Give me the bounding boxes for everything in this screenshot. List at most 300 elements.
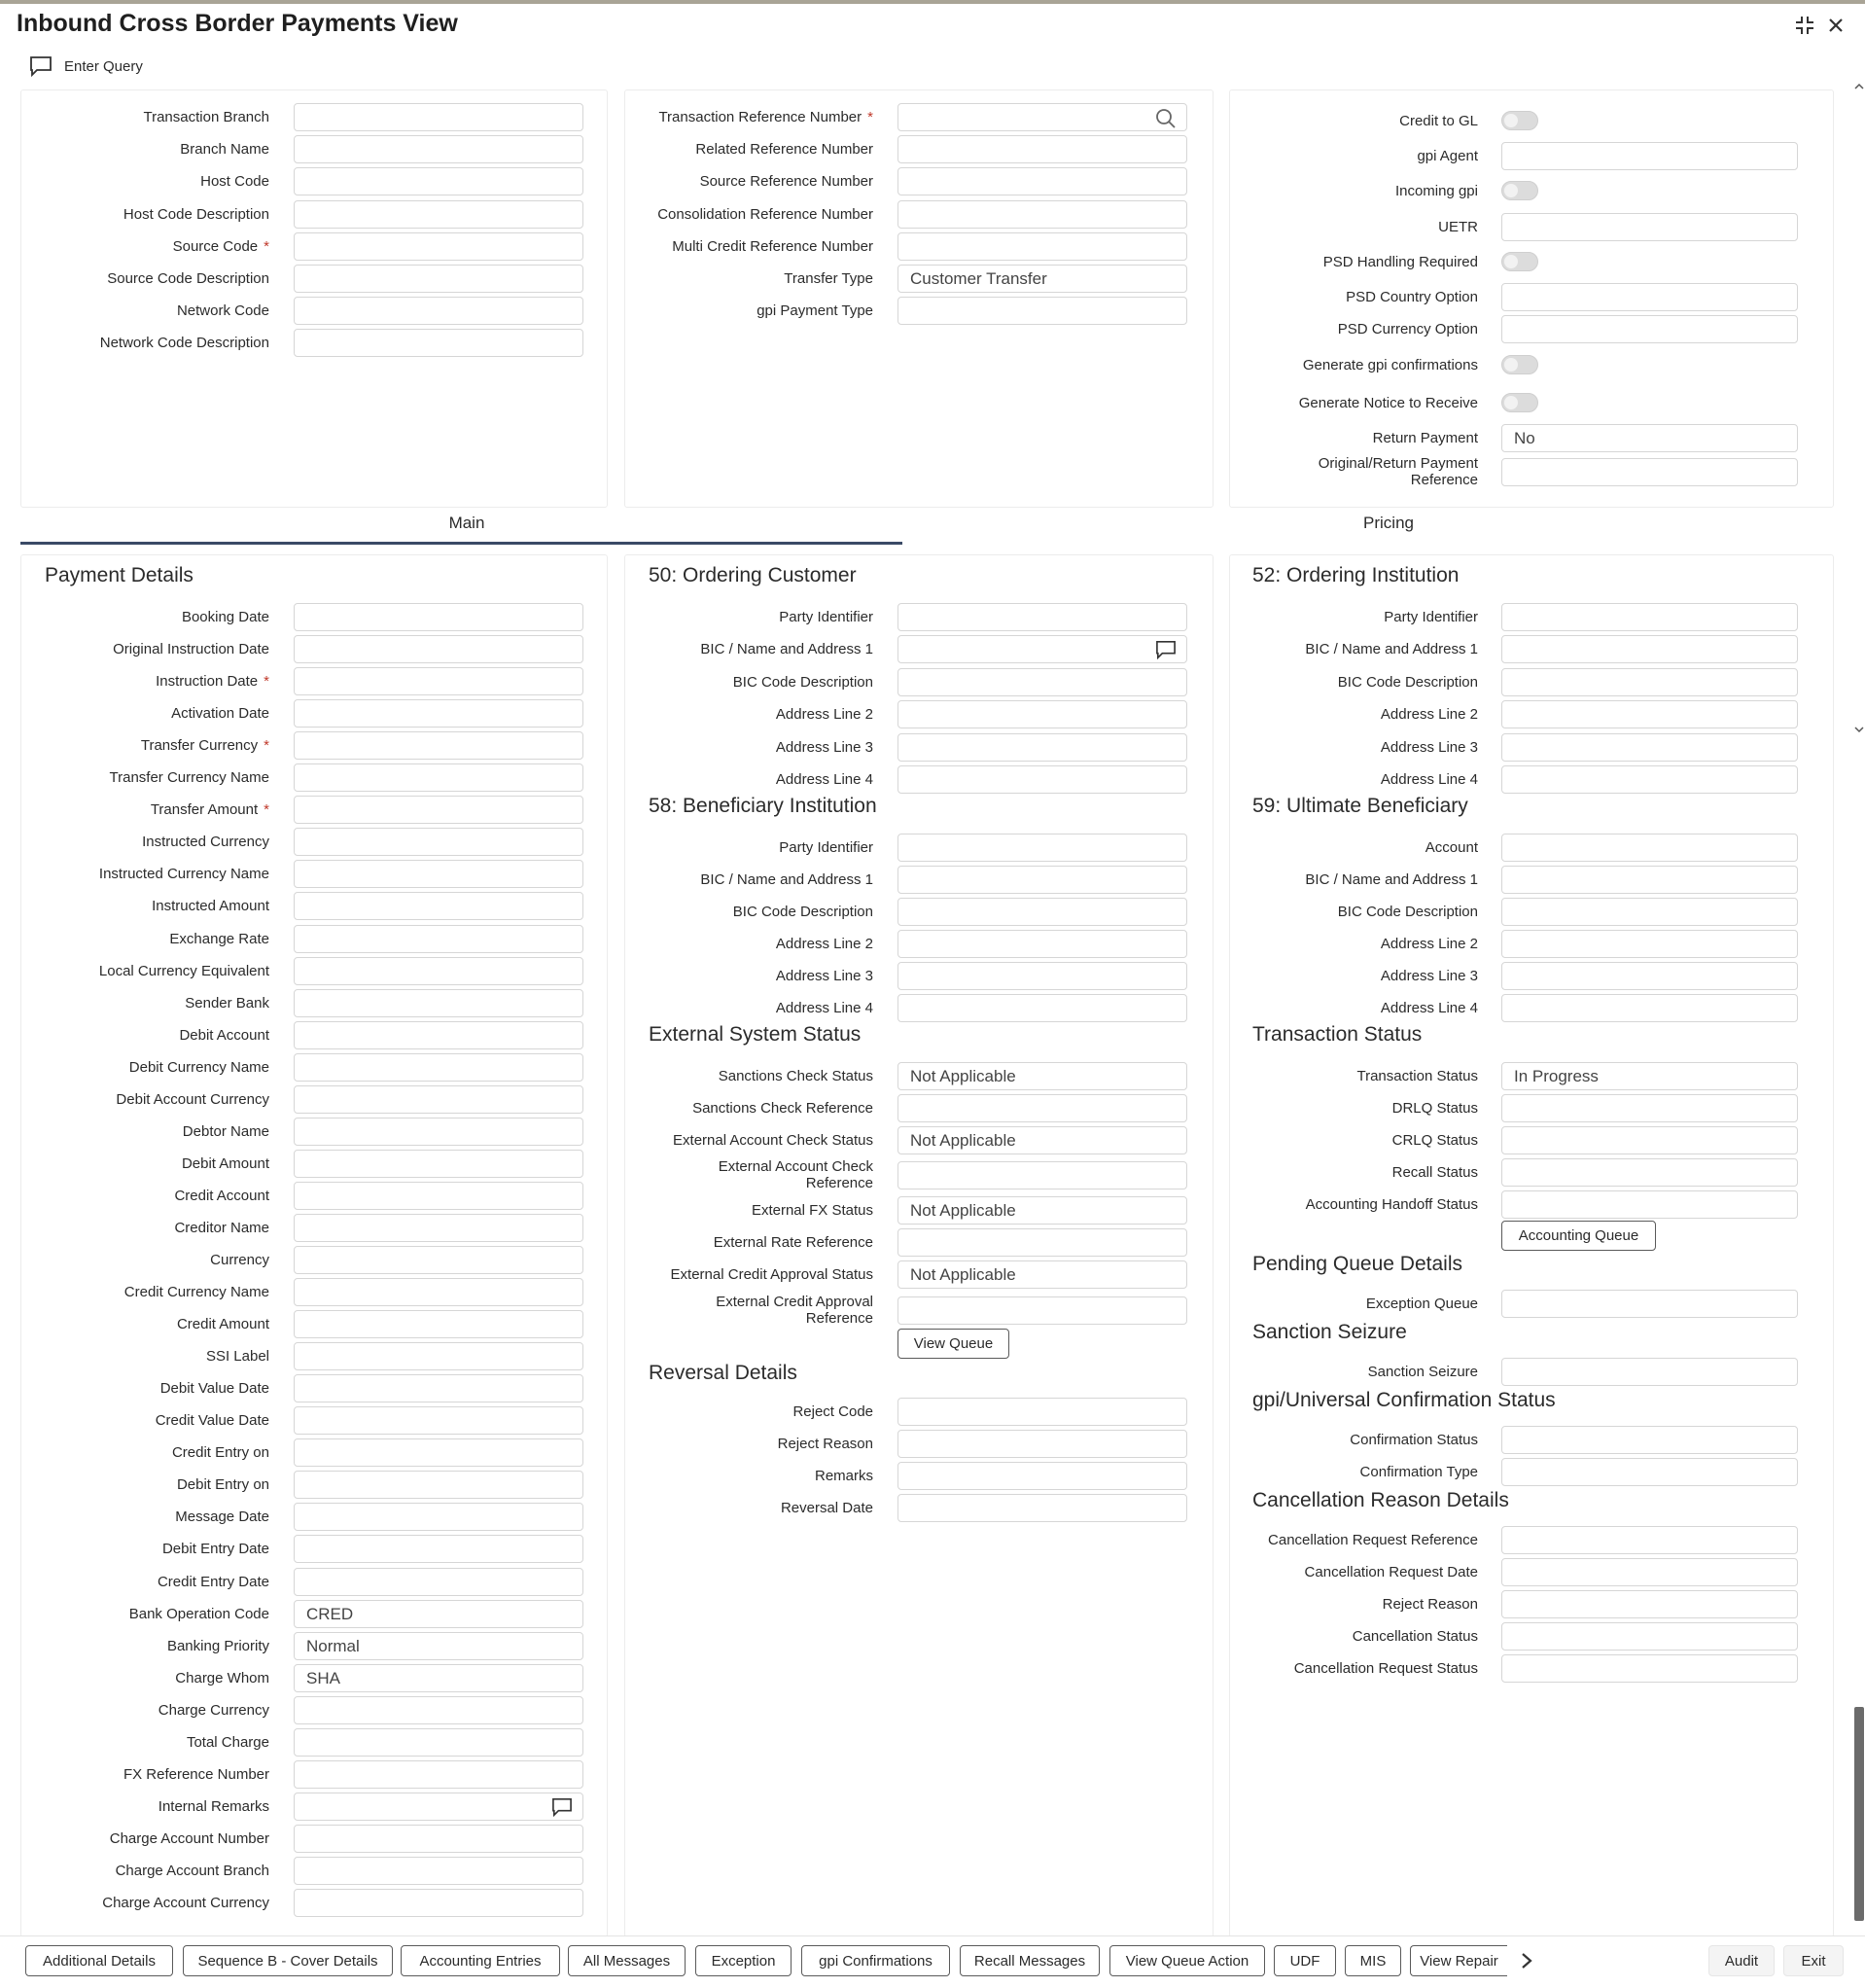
label-account: [1070, 839, 1478, 856]
label-host-code: [0, 173, 269, 190]
footer-button-gpi-confirmations[interactable]: gpi Confirmations: [801, 1945, 950, 1976]
label-address-line-4: [465, 771, 873, 788]
section-title-ordering-institution: 52: Ordering Institution: [1252, 564, 1460, 586]
label-text: Credit Entry Date: [157, 1573, 269, 1590]
section-title-sanction-seizure: Sanction Seizure: [1252, 1321, 1407, 1343]
input-transfer-amount[interactable]: [294, 796, 583, 824]
section-title-ultimate-beneficiary: 59: Ultimate Beneficiary: [1252, 795, 1468, 817]
label-address-line-3: [465, 739, 873, 756]
input-value: No: [1514, 429, 1535, 447]
input-value: Not Applicable: [910, 1131, 1016, 1150]
section-title-payment-details: Payment Details: [45, 564, 194, 586]
label-psd-country-option: [1070, 289, 1478, 305]
label-instructed-currency-name: [0, 866, 269, 882]
label-text: Total Charge: [186, 1733, 269, 1751]
label-credit-value-date: [0, 1412, 269, 1429]
required-asterisk: *: [264, 237, 269, 255]
label-text: Source Code: [172, 237, 259, 255]
label-address-line-4: [465, 1000, 873, 1016]
label-total-charge: [0, 1734, 269, 1751]
input-banking-priority[interactable]: [294, 1632, 583, 1660]
footer-button-mis[interactable]: MIS: [1345, 1945, 1401, 1976]
input-gpi-agent[interactable]: [1501, 142, 1798, 170]
label-text: External Account Check Status: [673, 1132, 873, 1149]
label-bic-name-and-address-1: [465, 641, 873, 657]
label-remarks: [465, 1468, 873, 1484]
label-bank-operation-code: [0, 1606, 269, 1622]
input-ssi-label[interactable]: [294, 1342, 583, 1370]
input-recall-status[interactable]: [1501, 1158, 1798, 1187]
label-accounting-handoff-status: [1070, 1196, 1478, 1213]
label-text: Reject Reason: [1382, 1596, 1478, 1613]
label-debit-account-currency: [0, 1091, 269, 1108]
input-charge-currency[interactable]: [294, 1696, 583, 1724]
input-charge-account-branch[interactable]: [294, 1857, 583, 1885]
label-generate-gpi-confirmations: [1070, 357, 1478, 373]
input-bic-name-and-address-1[interactable]: [1501, 866, 1798, 894]
label-related-reference-number: [465, 141, 873, 158]
label-text: BIC Code Description: [1337, 904, 1478, 920]
toggle-generate-gpi-confirmations[interactable]: [1501, 355, 1538, 374]
scrollbar-thumb[interactable]: [1854, 1707, 1864, 1921]
input-internal-remarks[interactable]: [294, 1793, 583, 1821]
label-text: Credit to GL: [1399, 113, 1478, 129]
footer-button-all-messages[interactable]: All Messages: [568, 1945, 686, 1976]
label-transaction-branch: [0, 109, 269, 125]
input-value: Normal: [306, 1636, 360, 1655]
label-transfer-currency: [0, 737, 269, 754]
label-text: Address Line 4: [775, 1000, 873, 1016]
input-address-line-4[interactable]: [1501, 994, 1798, 1022]
input-value: In Progress: [1514, 1067, 1599, 1085]
input-debit-value-date[interactable]: [294, 1374, 583, 1402]
footer-button-exception[interactable]: Exception: [695, 1945, 792, 1976]
label-text: Currency: [210, 1252, 269, 1268]
label-bic-code-description: [1070, 904, 1478, 920]
required-asterisk: *: [867, 109, 873, 125]
label-bic-name-and-address-1: [1070, 641, 1478, 657]
label-text: Address Line 2: [1380, 706, 1478, 724]
label-text: Address Line 4: [775, 771, 873, 788]
label-text: Remarks: [814, 1468, 873, 1484]
input-sanction-seizure[interactable]: [1501, 1358, 1798, 1386]
label-charge-whom: [0, 1670, 269, 1686]
audit-button[interactable]: Audit: [1708, 1945, 1775, 1976]
label-text: Account: [1425, 839, 1478, 856]
label-text: Recall Status: [1391, 1164, 1478, 1181]
label-party-identifier: [465, 609, 873, 625]
label-text: Instructed Currency Name: [98, 866, 269, 883]
label-text: Return Payment: [1372, 430, 1478, 446]
label-text: Reversal Date: [780, 1500, 873, 1516]
label-text: UETR: [1438, 219, 1478, 235]
label-text: Instructed Amount: [152, 898, 269, 915]
label-text: Debit Currency Name: [128, 1058, 269, 1076]
label-text: Multi Credit Reference Number: [672, 237, 873, 255]
label-transaction-status: [1070, 1068, 1478, 1084]
label-text: Charge Currency: [158, 1701, 269, 1719]
label-text: Accounting Handoff Status: [1305, 1196, 1478, 1213]
input-charge-account-number[interactable]: [294, 1825, 583, 1853]
label-text: SSI Label: [205, 1348, 269, 1366]
accounting-queue-button[interactable]: Accounting Queue: [1501, 1221, 1656, 1251]
required-asterisk: *: [264, 801, 269, 819]
label-text: Instruction Date: [156, 673, 259, 691]
label-drlq-status: [1070, 1100, 1478, 1117]
label-text: Cancellation Request Status: [1293, 1660, 1478, 1677]
section-title-transaction-status: Transaction Status: [1252, 1023, 1423, 1046]
label-text: Internal Remarks: [158, 1797, 269, 1815]
label-party-identifier: [1070, 609, 1478, 625]
label-return-payment: [1070, 430, 1478, 446]
label-psd-currency-option: [1070, 321, 1478, 337]
section-title-gpi-confirmation: gpi/Universal Confirmation Status: [1252, 1389, 1556, 1411]
label-text: BIC / Name and Address 1: [1305, 871, 1478, 888]
section-title-ordering-customer: 50: Ordering Customer: [649, 564, 857, 586]
input-debit-entry-date[interactable]: [294, 1535, 583, 1563]
label-reject-code: [465, 1403, 873, 1420]
label-debit-entry-date: [0, 1541, 269, 1557]
input-network-code-description[interactable]: [294, 329, 583, 357]
label-text: Party Identifier: [779, 839, 873, 856]
label-text: Incoming gpi: [1394, 183, 1478, 199]
footer-button-view-queue-action[interactable]: View Queue Action: [1109, 1945, 1265, 1976]
label-text: Credit Currency Name: [123, 1284, 269, 1301]
label-cancellation-request-reference: [1070, 1532, 1478, 1548]
label-creditor-name: [0, 1220, 269, 1236]
toggle-psd-handling-required[interactable]: [1501, 252, 1538, 271]
input-reject-reason[interactable]: [1501, 1590, 1798, 1618]
input-bic-name-and-address-1[interactable]: [1501, 635, 1798, 663]
footer-button-udf[interactable]: UDF: [1274, 1945, 1336, 1976]
label-text: Network Code: [176, 302, 269, 320]
label-cancellation-status: [1070, 1628, 1478, 1645]
input-fx-reference-number[interactable]: [294, 1760, 583, 1789]
label-text: gpi Agent: [1417, 148, 1478, 164]
label-external-account-check-status: [465, 1132, 873, 1149]
active-tab-indicator: [20, 542, 902, 545]
label-text: Debit Entry on: [176, 1476, 269, 1494]
label-booking-date: [0, 609, 269, 625]
label-exception-queue: [1070, 1296, 1478, 1312]
input-psd-country-option[interactable]: [1501, 283, 1798, 311]
chat-bubble-icon: [29, 55, 53, 77]
label-confirmation-type: [1070, 1464, 1478, 1480]
input-accounting-handoff-status[interactable]: [1501, 1190, 1798, 1219]
input-total-charge[interactable]: [294, 1728, 583, 1757]
label-source-code: [0, 238, 269, 255]
section-title-cancellation: Cancellation Reason Details: [1252, 1489, 1509, 1511]
input-confirmation-type[interactable]: [1501, 1458, 1798, 1486]
label-branch-name: [0, 141, 269, 158]
toggle-generate-notice-to-receive[interactable]: [1501, 393, 1538, 412]
input-address-line-3[interactable]: [1501, 962, 1798, 990]
label-text: External Credit Approval Status: [670, 1266, 873, 1283]
label-address-line-3: [465, 968, 873, 984]
label-text: Cancellation Request Reference: [1268, 1532, 1478, 1548]
label-address-line-2: [1070, 936, 1478, 952]
enter-query-label: Enter Query: [64, 57, 143, 75]
label-instruction-date: [0, 673, 269, 690]
label-text: Charge Account Number: [109, 1829, 269, 1847]
label-text: External FX Status: [751, 1202, 873, 1219]
label-text: Exchange Rate: [169, 930, 269, 947]
input-debit-account[interactable]: [294, 1021, 583, 1049]
label-debit-amount: [0, 1155, 269, 1172]
label-reject-reason: [1070, 1596, 1478, 1613]
footer-button-additional-details[interactable]: Additional Details: [25, 1945, 173, 1976]
label-text: BIC Code Description: [732, 904, 873, 920]
label-activation-date: [0, 705, 269, 722]
label-text: Sanction Seizure: [1367, 1364, 1478, 1380]
input-cancellation-status[interactable]: [1501, 1622, 1798, 1651]
label-line-2: Reference: [805, 1310, 873, 1327]
label-text: Charge Account Currency: [102, 1895, 269, 1911]
window-top-strip: [0, 0, 1865, 4]
section-title-pending-queue: Pending Queue Details: [1252, 1253, 1462, 1275]
label-text: BIC Code Description: [732, 673, 873, 691]
label-psd-handling-required: [1070, 254, 1478, 270]
input-uetr[interactable]: [1501, 213, 1798, 241]
label-ssi-label: [0, 1348, 269, 1365]
label-address-line-4: [1070, 771, 1478, 788]
label-text: PSD Currency Option: [1337, 321, 1478, 337]
required-asterisk: *: [264, 737, 269, 755]
label-text: Source Code Description: [107, 270, 269, 287]
footer-button-accounting-entries[interactable]: Accounting Entries: [401, 1945, 560, 1976]
label-bic-name-and-address-1: [465, 871, 873, 888]
label-message-date: [0, 1509, 269, 1525]
label-charge-account-branch: [0, 1863, 269, 1879]
label-address-line-4: [1070, 1000, 1478, 1016]
label-transfer-type: [465, 270, 873, 287]
label-text: Generate gpi confirmations: [1302, 357, 1478, 373]
label-text: Cancellation Status: [1352, 1628, 1478, 1645]
label-host-code-description: [0, 206, 269, 223]
section-title-external-system-status: External System Status: [649, 1023, 862, 1046]
toggle-credit-to-gl[interactable]: [1501, 111, 1538, 130]
label-credit-entry-on: [0, 1444, 269, 1461]
label-text: Source Reference Number: [699, 173, 873, 191]
section-title-reversal-details: Reversal Details: [649, 1362, 797, 1384]
label-cancellation-request-status: [1070, 1660, 1478, 1677]
label-currency: [0, 1252, 269, 1268]
input-cancellation-request-date[interactable]: [1501, 1558, 1798, 1586]
label-cancellation-request-date: [1070, 1564, 1478, 1580]
label-text: Transaction Status: [1356, 1068, 1478, 1084]
input-bic-code-description[interactable]: [1501, 668, 1798, 696]
label-text: Related Reference Number: [695, 141, 873, 159]
label-charge-currency: [0, 1702, 269, 1719]
label-text: Sanctions Check Status: [718, 1068, 873, 1084]
input-psd-currency-option[interactable]: [1501, 315, 1798, 343]
label-text: Debit Value Date: [159, 1380, 269, 1398]
input-external-credit-approval-status[interactable]: [897, 1260, 1187, 1289]
label-text: Charge Account Branch: [115, 1862, 269, 1879]
footer-button-sequence-b-cover-details[interactable]: Sequence B - Cover Details: [183, 1945, 393, 1976]
label-text: Transfer Type: [784, 270, 873, 287]
label-sanctions-check-status: [465, 1068, 873, 1084]
label-text: Credit Account: [174, 1187, 269, 1204]
scroll-up-icon: [1853, 82, 1865, 93]
input-charge-account-currency[interactable]: [294, 1889, 583, 1917]
label-text: Address Line 3: [775, 968, 873, 984]
label-confirmation-status: [1070, 1432, 1478, 1448]
label-text: Address Line 4: [1380, 1000, 1478, 1016]
label-text: Address Line 3: [1380, 968, 1478, 984]
input-exception-queue[interactable]: [1501, 1290, 1798, 1318]
label-text: Local Currency Equivalent: [98, 962, 269, 979]
input-confirmation-status[interactable]: [1501, 1426, 1798, 1454]
maximize-icon[interactable]: [1791, 12, 1818, 39]
label-text: External Rate Reference: [713, 1234, 873, 1251]
label-text: Transaction Branch: [143, 109, 269, 125]
input-reversal-date[interactable]: [897, 1494, 1187, 1522]
label-source-code-description: [0, 270, 269, 287]
label-external-fx-status: [465, 1202, 873, 1219]
label-network-code-description: [0, 335, 269, 351]
label-text: Credit Amount: [176, 1316, 269, 1333]
label-crlq-status: [1070, 1132, 1478, 1149]
label-charge-account-currency: [0, 1895, 269, 1911]
label-text: Debtor Name: [182, 1122, 269, 1140]
label-text: Sender Bank: [185, 994, 269, 1012]
label-text: Booking Date: [181, 609, 269, 625]
input-party-identifier[interactable]: [1501, 603, 1798, 631]
label-party-identifier: [465, 839, 873, 856]
label-exchange-rate: [0, 931, 269, 947]
input-value: SHA: [306, 1668, 340, 1687]
input-original-return-payment[interactable]: [1501, 458, 1798, 486]
label-external-credit-approval-status: [465, 1266, 873, 1283]
label-bic-name-and-address-1: [1070, 871, 1478, 888]
label-external-credit-approval: [465, 1294, 873, 1327]
input-value: Customer Transfer: [910, 269, 1047, 288]
label-debit-currency-name: [0, 1059, 269, 1076]
label-reject-reason: [465, 1436, 873, 1452]
label-text: BIC / Name and Address 1: [1305, 641, 1478, 658]
input-return-payment[interactable]: [1501, 424, 1798, 452]
view-queue-button[interactable]: View Queue: [897, 1329, 1009, 1359]
label-text: Address Line 2: [775, 936, 873, 952]
label-external-rate-reference: [465, 1234, 873, 1251]
label-banking-priority: [0, 1638, 269, 1654]
label-credit-entry-date: [0, 1574, 269, 1590]
label-internal-remarks: [0, 1798, 269, 1815]
label-line-2: Reference: [805, 1175, 873, 1191]
label-credit-account: [0, 1188, 269, 1204]
label-credit-amount: [0, 1316, 269, 1332]
input-transaction-status[interactable]: [1501, 1062, 1798, 1090]
scroll-collapse-icon: [1853, 724, 1865, 735]
label-charge-account-number: [0, 1830, 269, 1847]
label-reversal-date: [465, 1500, 873, 1516]
input-account[interactable]: [1501, 834, 1798, 862]
label-text: Generate Notice to Receive: [1298, 395, 1478, 411]
label-consolidation-reference-number: [465, 206, 873, 223]
input-cancellation-request-reference[interactable]: [1501, 1526, 1798, 1554]
label-uetr: [1070, 219, 1478, 235]
page-title: Inbound Cross Border Payments View: [17, 10, 458, 37]
label-text: Address Line 4: [1380, 771, 1478, 788]
label-generate-notice-to-receive: [1070, 395, 1478, 411]
input-address-line-2[interactable]: [1501, 930, 1798, 958]
input-bic-code-description[interactable]: [1501, 898, 1798, 926]
label-debit-entry-on: [0, 1476, 269, 1493]
label-original-return-payment: [1070, 455, 1478, 488]
label-text: CRLQ Status: [1391, 1132, 1478, 1149]
label-text: Party Identifier: [779, 609, 873, 625]
label-text: Bank Operation Code: [128, 1605, 269, 1622]
label-gpi-payment-type: [465, 302, 873, 319]
input-address-line-3[interactable]: [1501, 733, 1798, 762]
footer-button-view-repair[interactable]: View Repair: [1410, 1945, 1507, 1976]
label-text: Credit Entry on: [171, 1444, 269, 1462]
label-source-reference-number: [465, 173, 873, 190]
input-value: Not Applicable: [910, 1201, 1016, 1220]
input-value: Not Applicable: [910, 1265, 1016, 1284]
input-crlq-status[interactable]: [1501, 1126, 1798, 1154]
label-text: Reject Reason: [777, 1436, 873, 1452]
input-bank-operation-code[interactable]: [294, 1600, 583, 1628]
label-text: Address Line 2: [1380, 936, 1478, 952]
label-transaction-reference-number: [465, 109, 873, 125]
footer-button-recall-messages[interactable]: Recall Messages: [960, 1945, 1100, 1976]
label-address-line-2: [465, 936, 873, 952]
input-reject-code[interactable]: [897, 1398, 1187, 1426]
label-credit-currency-name: [0, 1284, 269, 1300]
label-bic-code-description: [1070, 674, 1478, 691]
input-address-line-4[interactable]: [1501, 765, 1798, 794]
input-cancellation-request-status[interactable]: [1501, 1654, 1798, 1683]
label-text: Transfer Currency: [140, 737, 259, 755]
toggle-incoming-gpi[interactable]: [1501, 181, 1538, 200]
label-text: Sanctions Check Reference: [692, 1100, 873, 1117]
label-text: PSD Handling Required: [1322, 254, 1478, 270]
input-credit-entry-date[interactable]: [294, 1568, 583, 1596]
vertical-scrollbar[interactable]: [1853, 82, 1865, 1930]
chat-bubble-icon[interactable]: [551, 1797, 573, 1817]
exit-button[interactable]: Exit: [1783, 1945, 1844, 1976]
input-address-line-2[interactable]: [1501, 700, 1798, 728]
label-address-line-2: [465, 706, 873, 723]
label-line-1: Original/Return Payment: [1318, 455, 1478, 472]
label-credit-to-gl: [1070, 113, 1478, 129]
input-drlq-status[interactable]: [1501, 1094, 1798, 1122]
label-transfer-amount: [0, 801, 269, 818]
input-external-rate-reference[interactable]: [897, 1228, 1187, 1257]
label-text: Party Identifier: [1384, 609, 1478, 625]
label-sanction-seizure: [1070, 1364, 1478, 1380]
label-incoming-gpi: [1070, 183, 1478, 199]
enter-query-button[interactable]: [29, 54, 143, 78]
close-icon[interactable]: [1822, 12, 1849, 39]
tab-main[interactable]: Main: [448, 514, 485, 532]
label-text: Debit Account: [179, 1026, 269, 1044]
label-text: Debit Entry Date: [161, 1541, 269, 1558]
label-text: Message Date: [175, 1509, 269, 1526]
label-text: Original Instruction Date: [113, 641, 269, 658]
label-fx-reference-number: [0, 1766, 269, 1783]
chevron-right-icon[interactable]: [1513, 1947, 1540, 1974]
tab-pricing[interactable]: Pricing: [1363, 514, 1414, 532]
label-transfer-currency-name: [0, 769, 269, 786]
section-title-beneficiary-institution: 58: Beneficiary Institution: [649, 795, 877, 817]
input-value: Not Applicable: [910, 1067, 1016, 1085]
input-charge-whom[interactable]: [294, 1664, 583, 1692]
label-external-account-check: [465, 1158, 873, 1191]
label-text: BIC / Name and Address 1: [700, 641, 873, 658]
